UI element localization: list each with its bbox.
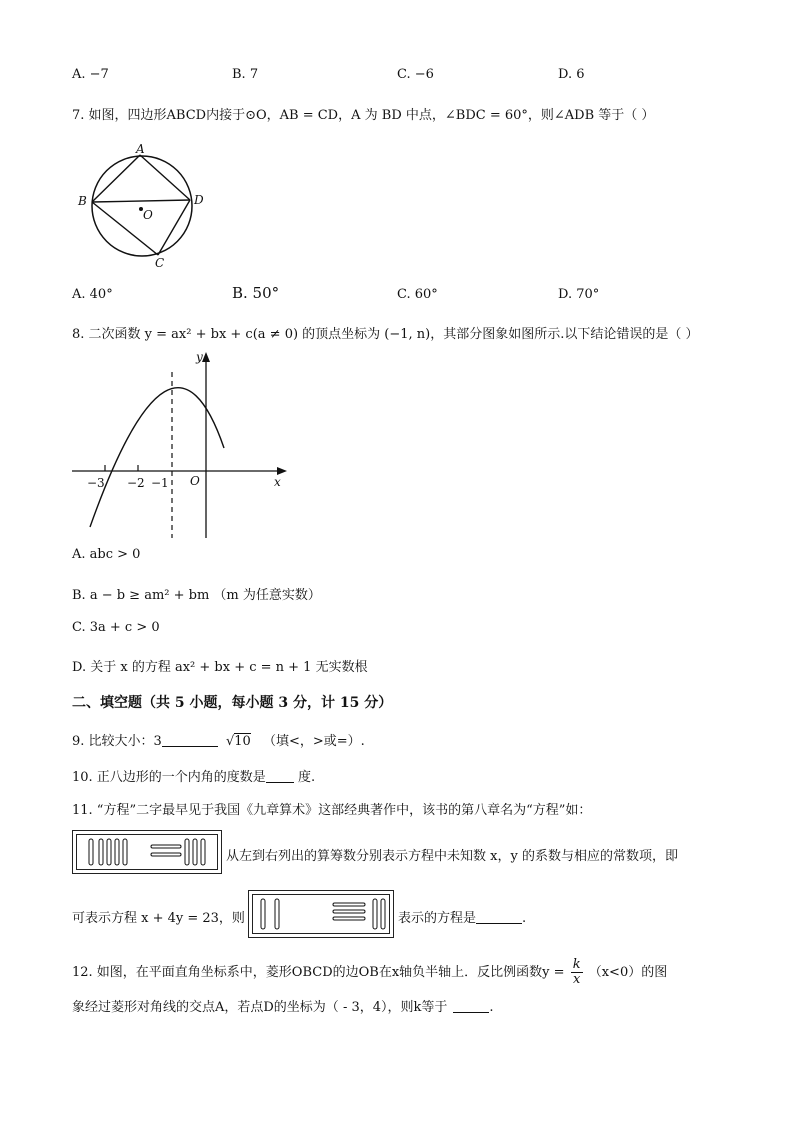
q7-text: 7. 如图，四边形ABCD内接于⊙O，AB = CD，A 为 BD 中点，∠BDC = 60°，则∠ADB 等于（ ） — [72, 108, 655, 123]
counting-rods-question — [248, 890, 394, 938]
sqrt-sign: √ — [225, 734, 235, 749]
q8-option-d: D. 关于 x 的方程 ax² + bx + c = n + 1 无实数根 — [72, 660, 368, 675]
q10-line — [72, 766, 315, 785]
q6-option-a: A. −7 — [72, 67, 109, 82]
q8-tick-label: −3 — [87, 476, 105, 490]
q9-radicand: 10 — [234, 734, 251, 749]
q8-option-b: B. a − b ≥ am² + bm （m 为任意实数） — [72, 588, 321, 603]
q7-option-a: A. 40° — [72, 287, 113, 302]
q8-axis-y-label: y — [196, 350, 203, 364]
q12-frac-den: x — [572, 972, 581, 987]
q12-frac-num: k — [572, 957, 581, 972]
q11-line3-prefix: 可表示方程 x + 4y = 23，则 — [72, 911, 245, 926]
q12-fraction — [571, 958, 583, 987]
q7-label-b: B — [78, 194, 87, 208]
q10-suffix: 度. — [297, 770, 316, 785]
q12-line2-text: 象经过菱形对角线的交点A，若点D的坐标为（ - 3，4），则k等于 — [72, 1000, 448, 1015]
q11-line3-suffix: 表示的方程是 — [398, 911, 477, 926]
q8-origin-label: O — [190, 474, 200, 488]
q8-tick-label: −1 — [151, 476, 169, 490]
counting-rods-example — [72, 830, 222, 874]
q8-option-c: C. 3a + c > 0 — [72, 620, 160, 635]
q7-label-a: A — [136, 142, 145, 156]
q12-line1-text: 12. 如图，在平面直角坐标系中，菱形OBCD的边OB在x轴负半轴上．反比例函数y = — [72, 965, 565, 980]
q12-line1-suffix: （x<0）的图 — [588, 965, 668, 980]
q11-blank — [476, 911, 522, 924]
q12-blank — [453, 1000, 489, 1013]
q9-prefix: 9. 比较大小：3 — [72, 734, 162, 749]
q11-line1: 11. “方程”二字最早见于我国《九章算术》这部经典著作中，该书的第八章名为“方程”如： — [72, 803, 592, 818]
q7-option-d: D. 70° — [558, 287, 600, 302]
q12-line2: 象经过菱形对角线的交点A，若点D的坐标为（ - 3，4），则k等于 . — [72, 1000, 494, 1015]
q11-line2: 从左到右列出的算筹数分别表示方程中未知数 x，y 的系数与相应的常数项，即 — [226, 849, 678, 864]
q6-option-b: B. 7 — [232, 67, 259, 82]
q7-option-c: C. 60° — [397, 287, 438, 302]
q8-text: 8. 二次函数 y = ax² + bx + c(a ≠ 0) 的顶点坐标为 (−1, n)，其部分图象如图所示.以下结论错误的是（ ） — [72, 327, 699, 342]
q9-blank — [162, 734, 218, 747]
q8-tick-label: −2 — [127, 476, 145, 490]
q7-label-c: C — [155, 256, 165, 270]
q8-option-a: A. abc > 0 — [72, 547, 141, 562]
q9-line — [72, 730, 365, 749]
q8-axis-x-label: x — [274, 475, 281, 489]
section-heading: 二、填空题（共 5 小题，每小题 3 分，计 15 分） — [72, 695, 393, 711]
q10-prefix: 10. 正八边形的一个内角的度数是 — [72, 770, 266, 785]
q11-line3: 表示的方程是 . — [398, 911, 527, 926]
q10-blank — [266, 770, 294, 783]
q7-label-d: D — [194, 193, 204, 207]
q8-parabola-figure — [0, 0, 794, 560]
q6-option-c: C. −6 — [397, 67, 434, 82]
q9-suffix: （填<，>或=）. — [262, 734, 365, 749]
q12-line1 — [72, 958, 667, 987]
q6-option-d: D. 6 — [558, 67, 585, 82]
q7-label-o: O — [143, 208, 153, 222]
q7-option-b: B. 50° — [232, 284, 280, 302]
